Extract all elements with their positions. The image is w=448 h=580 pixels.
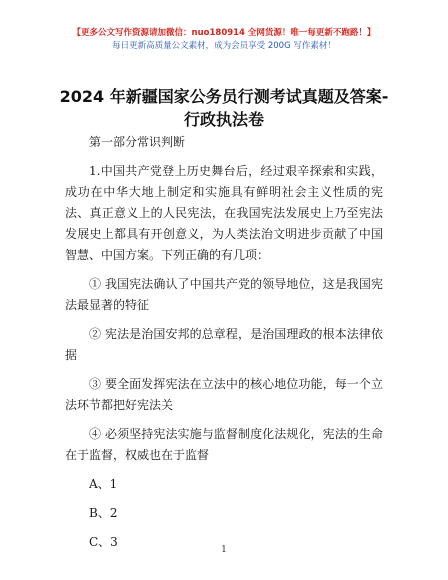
title-line-2: 行政执法卷 [183,110,264,129]
promo-banner [0,27,448,53]
section-heading: 第一部分常识判断 [89,135,186,149]
promo-line-2: 每日更新高质量公文素材，成为会员享受 200G 写作素材！ [112,41,336,51]
choice-a: A、1 [89,477,118,491]
statement-3: ③ 要全面发挥宪法在立法中的核心地位功能，每一个立法环节都把好宪法关 [65,377,383,412]
document-body [65,132,383,561]
statement-1: ① 我国宪法确认了中国共产党的领导地位，这是我国宪法最显著的特征 [65,277,383,312]
title-line-1: 2024 年新疆国家公务员行测考试真题及答案- [59,87,389,106]
promo-line-1: 【更多公文写作资源请加微信：nuo180914 全网货源！唯一每更新不跑路！】 [72,28,376,38]
statement-4: ④ 必须坚持宪法实施与监督制度化法规化，宪法的生命在于监督，权威也在于监督 [65,427,383,462]
choice-c: C、3 [89,535,118,549]
document-title [0,85,448,131]
statement-2: ② 宪法是治国安邦的总章程，是治国理政的根本法律依据 [65,327,383,362]
choice-b: B、2 [89,506,118,520]
question-stem: 1.中国共产党登上历史舞台后，经过艰辛探索和实践，成功在中华大地上制定和实施具有鲜明社会主义性质的宪法、真正意义上的人民宪法，在我国宪法发展史上乃至宪法发展史上都具有开创意义，为人类法治文明进步贡献了中国智慧、中国方案。下列正确的有几项： [65,164,383,262]
page-number: 1 [221,545,227,555]
